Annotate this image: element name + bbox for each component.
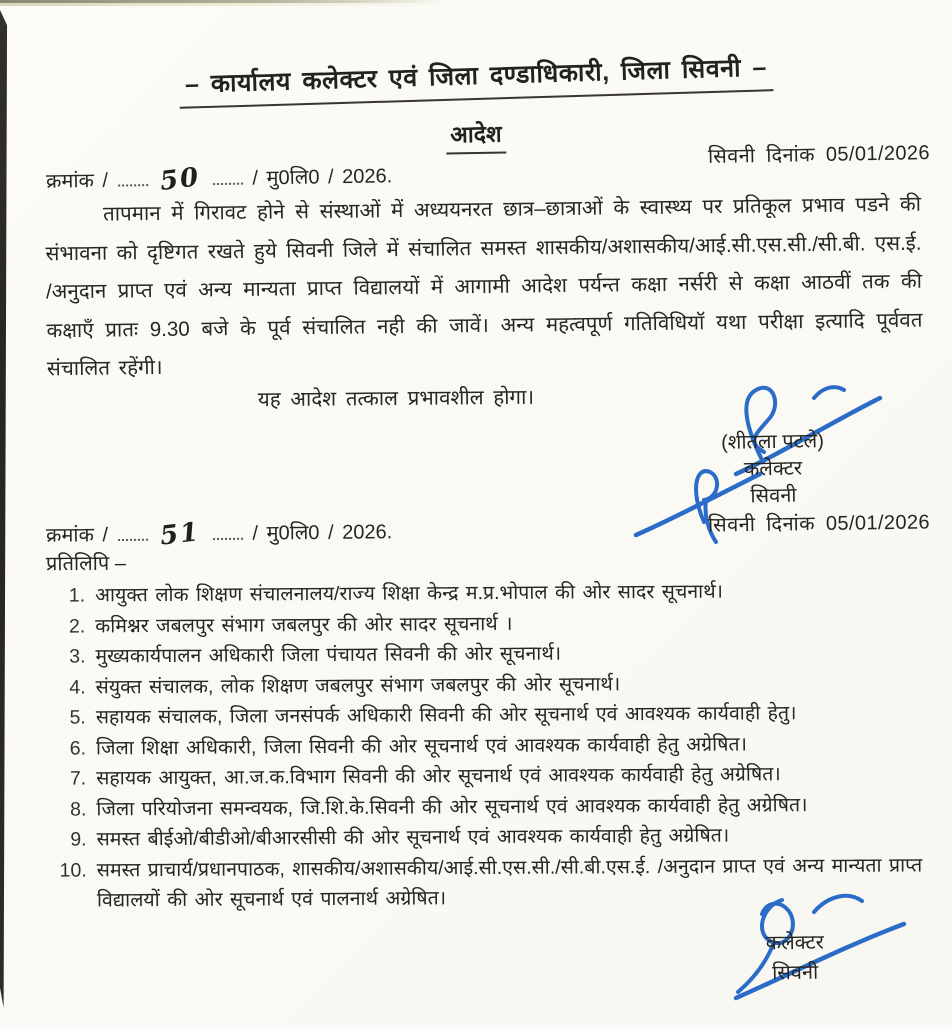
order-heading-text: आदेश: [446, 116, 506, 154]
dotted-leader: [213, 168, 243, 185]
dotted-leader: [213, 523, 243, 540]
copy-item: 6. जिला शिक्षा अधिकारी, जिला सिवनी की ओर सूचनार्थ एवं आवश्यक कार्यवाही हेतु अग्रेषित।: [69, 732, 748, 760]
copy-item: 5. सहायक संचालक, जिला जनसंपर्क अधिकारी सिवनी की ओर सूचनार्थ एवं आवश्यक कार्यवाही हेतु।: [69, 702, 797, 729]
signatory-name: (शीतला पटले): [720, 430, 825, 454]
place-date-mid: सिवनी दिनांक 05/01/2026: [707, 511, 931, 537]
serial-1-prefix: क्रमांक /: [45, 169, 109, 193]
order-body-paragraph: तापमान में गिरावट होने से संस्थाओं में अध्ययनरत छात्र–छात्राओं के स्वास्थ्य पर प्रतिकूल प्रभाव पडने की संभावना को दृष्टिगत रखते हुये सिवनी जिले में संचालित समस्त शासकीय/अशासकीय/आई.सी.एस.सी./सी.बी. एस.ई. /अनुदान प्राप्त एवं अन्य मान्यता प्राप्त विद्यालयों में आगामी आदेश पर्यन्त कक्षा नर्सरी से कक्षा आठवीं तक की कक्षाएँ प्रातः 9.30 बजे के पूर्व संचालित नही की जावें। अन्य महत्वपूर्ण गतिविधियॉ यथा परीक्षा इत्यादि पूर्ववत संचालित रहेंगी।: [45, 192, 923, 381]
serial-2-prefix: क्रमांक /: [45, 524, 109, 547]
dotted-leader: [117, 169, 147, 186]
handwritten-serial-2: 51: [158, 517, 202, 552]
copy-item: 8. जिला परियोजना समन्वयक, जि.शि.के.सिवनी की ओर सूचनार्थ एवं आवश्यक कार्यवाही हेतु अग्रेषित।: [70, 793, 808, 821]
serial-line-1: [45, 159, 393, 197]
copy-item: 1. आयुक्त लोक शिक्षण संचालनालय/राज्य शिक्षा केन्द्र म.प्र.भोपाल की ओर सादर सूचनार्थ।: [68, 580, 724, 607]
signatory-block-top: [667, 427, 878, 512]
office-title: [0, 44, 952, 114]
copy-item: 2. कमिश्नर जबलपुर संभाग जबलपुर की ओर सादर सूचनार्थ ।: [68, 612, 513, 638]
serial-1-suffix: / मु0लि0 / 2026.: [252, 165, 393, 190]
copy-item: 7. सहायक आयुक्त, आ.ज.क.विभाग सिवनी की ओर सूचनार्थ एवं आवश्यक कार्यवाही हेतु अग्रेषित।: [69, 763, 781, 790]
copy-item: 4. संयुक्त संचालक, लोक शिक्षण जबलपुर संभाग जबलपुर की ओर सूचनार्थ।: [69, 672, 621, 699]
scan-edge-top-line: [0, 0, 590, 3]
signatory-place: सिवनी: [750, 484, 797, 508]
serial-2-suffix: / मु0लि0 / 2026.: [252, 521, 393, 545]
copy-item: 9. समस्त बीईओ/बीडीओ/बीआरसीसी की ओर सूचनार्थ एवं आवश्यक कार्यवाही हेतु अग्रेषित।: [70, 824, 730, 851]
copies-heading: प्रतिलिपि –: [45, 552, 127, 576]
handwritten-serial-1: 50: [158, 162, 202, 197]
place-date-top: सिवनी दिनांक 05/01/2026: [707, 142, 931, 168]
copy-item: 10. समस्त प्राचार्य/प्रधानपाठक, शासकीय/अशासकीय/आई.सी.एस.सी./सी.बी.एस.ई. /अनुदान प्राप्त एवं अन्य मान्यता प्राप्त विद्यालयों की ओर सूचनार्थ एवं पालनार्थ अग्रेषित।: [59, 853, 923, 911]
office-title-text: – कार्यालय कलेक्टर एवं जिला दण्डाधिकारी, जिला सिवनी –: [179, 49, 774, 109]
signatory-block-bottom: [740, 927, 851, 989]
serial-line-2: [45, 515, 393, 552]
dotted-leader: [117, 524, 147, 541]
signatory-designation: कलेक्टर: [765, 931, 824, 955]
signatory-place: सिवनी: [771, 961, 819, 985]
effective-line: यह आदेश तत्काल प्रभावशील होगा।: [257, 385, 535, 412]
copy-item: 3. मुख्यकार्यपालन अधिकारी जिला पंचायत सिवनी की ओर सूचनार्थ।: [69, 642, 562, 668]
signatory-designation: कलेक्टर: [743, 457, 803, 481]
copies-list: [57, 575, 931, 915]
